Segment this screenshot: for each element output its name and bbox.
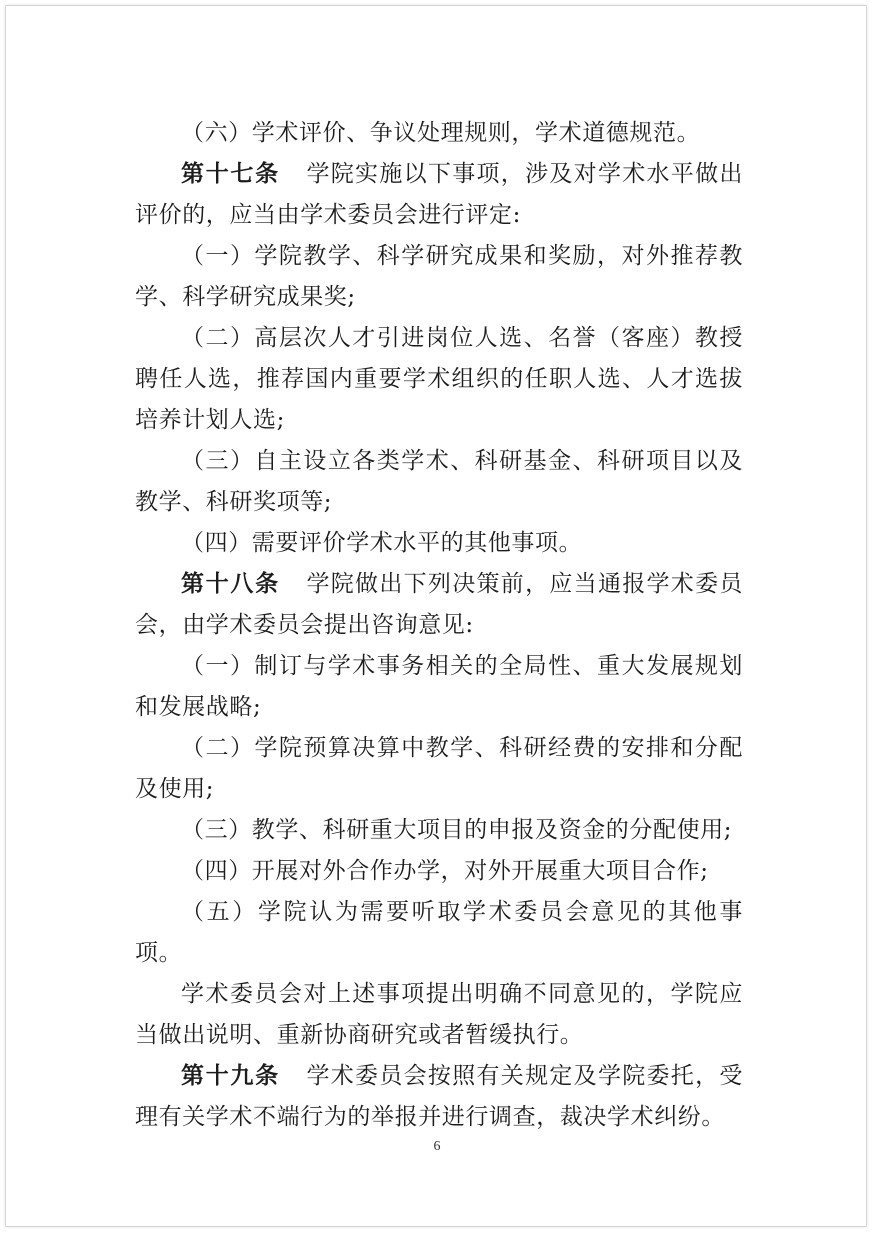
paragraph: [135, 441, 743, 523]
paragraph-text: 学院做出下列决策前，应当通报学术委员会，由学术委员会提出咨询意见:: [135, 571, 743, 638]
article-heading: 第十八条: [181, 571, 280, 597]
paragraph: [135, 523, 743, 564]
paragraph-text: （三）教学、科研重大项目的申报及资金的分配使用;: [181, 817, 733, 843]
paragraph-text: 学术委员会对上述事项提出明确不同意见的，学院应当做出说明、重新协商研究或者暂缓执行。: [135, 981, 743, 1048]
document-body: [135, 113, 743, 1138]
paragraph: [135, 892, 743, 974]
article-paragraph: [135, 154, 743, 236]
paragraph: [135, 318, 743, 441]
paragraph: [135, 974, 743, 1056]
article-heading: 第十九条: [181, 1063, 280, 1089]
paragraph-text: 学院实施以下事项，涉及对学术水平做出评价的，应当由学术委员会进行评定:: [135, 161, 743, 228]
paragraph-text: （五）学院认为需要听取学术委员会意见的其他事项。: [135, 899, 743, 966]
page-number: 6: [433, 1139, 441, 1154]
paragraph-text: （一）制订与学术事务相关的全局性、重大发展规划和发展战略;: [135, 653, 743, 720]
paragraph-text: （一）学院教学、科学研究成果和奖励，对外推荐教学、科学研究成果奖;: [135, 243, 743, 310]
paragraph: [135, 851, 743, 892]
paragraph-text: （二）学院预算决算中教学、科研经费的安排和分配及使用;: [135, 735, 743, 802]
paragraph-text: 学术委员会按照有关规定及学院委托，受理有关学术不端行为的举报并进行调查，裁决学术纠纷。: [135, 1063, 743, 1130]
paragraph-text: （六）学术评价、争议处理规则，学术道德规范。: [181, 120, 701, 146]
paragraph: [135, 810, 743, 851]
paragraph-text: （二）高层次人才引进岗位人选、名誉（客座）教授聘任人选，推荐国内重要学术组织的任职人选、人才选拔培养计划人选;: [135, 325, 743, 433]
article-heading: 第十七条: [181, 161, 280, 187]
paragraph: [135, 113, 743, 154]
article-paragraph: [135, 564, 743, 646]
article-paragraph: [135, 1056, 743, 1138]
paragraph-text: （三）自主设立各类学术、科研基金、科研项目以及教学、科研奖项等;: [135, 448, 743, 515]
paragraph: [135, 728, 743, 810]
paragraph: [135, 236, 743, 318]
paragraph-text: （四）需要评价学术水平的其他事项。: [181, 530, 583, 556]
paragraph-text: （四）开展对外合作办学，对外开展重大项目合作;: [181, 858, 709, 884]
paragraph: [135, 646, 743, 728]
